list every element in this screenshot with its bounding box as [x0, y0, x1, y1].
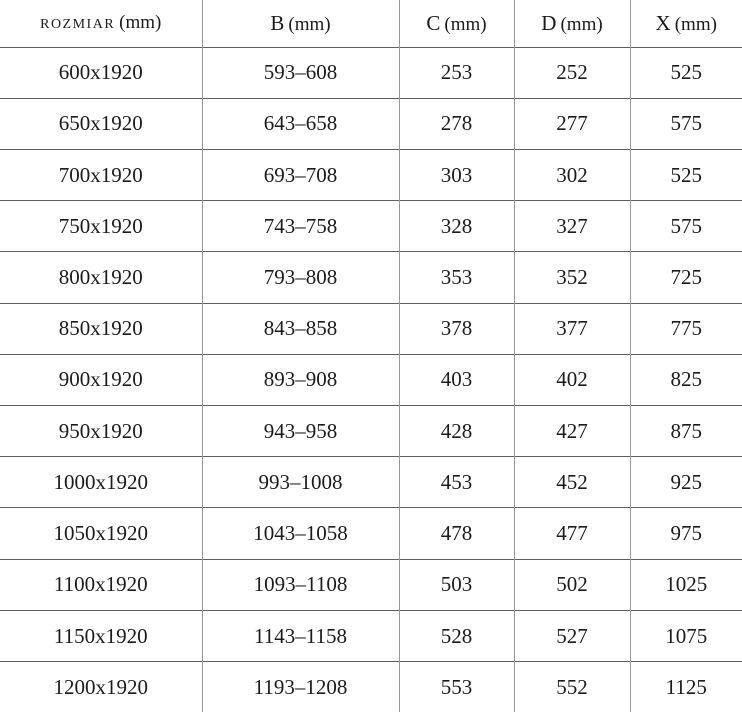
x-cell: 1025	[630, 559, 742, 610]
table-row	[0, 303, 742, 354]
c-cell: 278	[399, 98, 514, 149]
column-header-c-unit: (mm)	[444, 13, 487, 35]
column-header-c-label: C	[426, 10, 441, 35]
column-header-rozmiar	[0, 0, 202, 47]
d-cell: 302	[514, 149, 630, 200]
rozmiar-cell: 850x1920	[0, 303, 202, 354]
x-cell: 775	[630, 303, 742, 354]
c-cell: 253	[399, 47, 514, 98]
table-row	[0, 610, 742, 661]
table-row	[0, 457, 742, 508]
table-row	[0, 559, 742, 610]
rozmiar-cell: 750x1920	[0, 201, 202, 252]
x-cell: 725	[630, 252, 742, 303]
x-cell: 825	[630, 354, 742, 405]
rozmiar-cell: 650x1920	[0, 98, 202, 149]
c-cell: 403	[399, 354, 514, 405]
rozmiar-cell: 600x1920	[0, 47, 202, 98]
b-cell: 843–858	[202, 303, 399, 354]
b-cell: 893–908	[202, 354, 399, 405]
b-cell: 743–758	[202, 201, 399, 252]
d-cell: 527	[514, 610, 630, 661]
c-cell: 353	[399, 252, 514, 303]
b-cell: 1193–1208	[202, 662, 399, 712]
column-header-b	[202, 0, 399, 47]
table-row	[0, 406, 742, 457]
c-cell: 478	[399, 508, 514, 559]
c-cell: 328	[399, 201, 514, 252]
c-cell: 428	[399, 406, 514, 457]
b-cell: 793–808	[202, 252, 399, 303]
b-cell: 1043–1058	[202, 508, 399, 559]
x-cell: 575	[630, 201, 742, 252]
table-row	[0, 508, 742, 559]
header-row	[0, 0, 742, 47]
table-row	[0, 47, 742, 98]
c-cell: 528	[399, 610, 514, 661]
d-cell: 552	[514, 662, 630, 712]
rozmiar-cell: 800x1920	[0, 252, 202, 303]
c-cell: 303	[399, 149, 514, 200]
rozmiar-cell: 1200x1920	[0, 662, 202, 712]
column-header-d	[514, 0, 630, 47]
d-cell: 352	[514, 252, 630, 303]
d-cell: 252	[514, 47, 630, 98]
rozmiar-cell: 1050x1920	[0, 508, 202, 559]
rozmiar-cell: 950x1920	[0, 406, 202, 457]
b-cell: 693–708	[202, 149, 399, 200]
table-row	[0, 252, 742, 303]
column-header-b-unit: (mm)	[288, 13, 331, 35]
d-cell: 402	[514, 354, 630, 405]
column-header-b-label: B	[270, 10, 285, 35]
d-cell: 477	[514, 508, 630, 559]
b-cell: 593–608	[202, 47, 399, 98]
c-cell: 378	[399, 303, 514, 354]
table-body	[0, 47, 742, 712]
column-header-x-unit: (mm)	[674, 13, 717, 35]
c-cell: 553	[399, 662, 514, 712]
rozmiar-cell: 700x1920	[0, 149, 202, 200]
table-row	[0, 354, 742, 405]
x-cell: 525	[630, 47, 742, 98]
b-cell: 1143–1158	[202, 610, 399, 661]
x-cell: 575	[630, 98, 742, 149]
c-cell: 453	[399, 457, 514, 508]
x-cell: 975	[630, 508, 742, 559]
column-header-c	[399, 0, 514, 47]
c-cell: 503	[399, 559, 514, 610]
x-cell: 925	[630, 457, 742, 508]
rozmiar-cell: 1150x1920	[0, 610, 202, 661]
x-cell: 1125	[630, 662, 742, 712]
b-cell: 993–1008	[202, 457, 399, 508]
x-cell: 875	[630, 406, 742, 457]
b-cell: 1093–1108	[202, 559, 399, 610]
column-header-x-label: X	[655, 10, 671, 35]
d-cell: 502	[514, 559, 630, 610]
rozmiar-cell: 1000x1920	[0, 457, 202, 508]
column-header-d-unit: (mm)	[560, 13, 603, 35]
table-row	[0, 662, 742, 712]
column-header-x	[630, 0, 742, 47]
x-cell: 525	[630, 149, 742, 200]
d-cell: 427	[514, 406, 630, 457]
column-header-d-label: D	[541, 10, 557, 35]
table-row	[0, 149, 742, 200]
column-header-rozmiar-label: ROZMIAR	[40, 17, 116, 33]
rozmiar-cell: 900x1920	[0, 354, 202, 405]
d-cell: 377	[514, 303, 630, 354]
d-cell: 452	[514, 457, 630, 508]
b-cell: 943–958	[202, 406, 399, 457]
x-cell: 1075	[630, 610, 742, 661]
rozmiar-cell: 1100x1920	[0, 559, 202, 610]
d-cell: 277	[514, 98, 630, 149]
b-cell: 643–658	[202, 98, 399, 149]
column-header-rozmiar-unit: (mm)	[119, 12, 162, 34]
d-cell: 327	[514, 201, 630, 252]
table-row	[0, 201, 742, 252]
table-row	[0, 98, 742, 149]
